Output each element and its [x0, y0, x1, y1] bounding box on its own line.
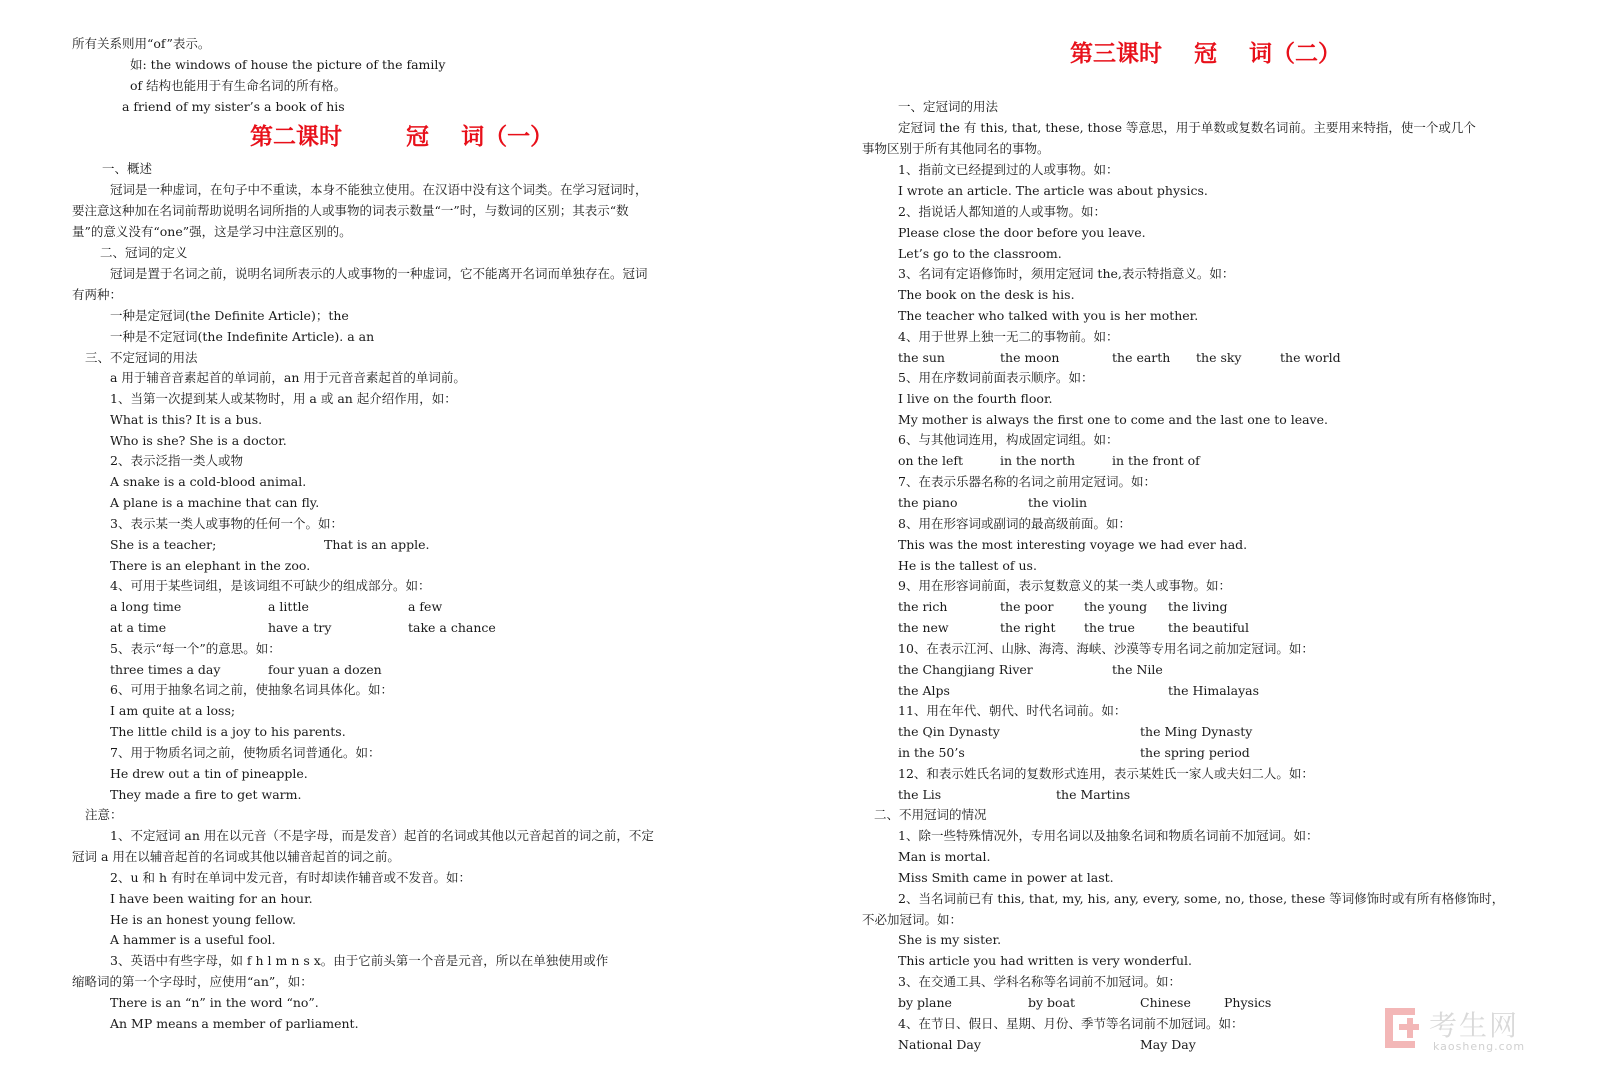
text-line: 1、除一些特殊情况外，专用名词以及抽象名词和物质名词前不加冠词。如： — [898, 828, 1319, 843]
text-line: She is my sister. — [898, 932, 1002, 947]
text-line: 事物区别于所有其他同名的事物。 — [862, 141, 1050, 156]
text-line: That is an apple. — [324, 537, 430, 552]
text-line: 3、在交通工具、学科名称等名词前不加冠词。如： — [898, 974, 1181, 989]
text-line: Miss Smith came in power at last. — [898, 870, 1114, 885]
text-line: a long time — [110, 599, 182, 614]
text-line: in the 50’s — [898, 745, 965, 760]
text-line: the living — [1168, 599, 1228, 614]
text-line: 如: the windows of house the picture of the family — [130, 57, 446, 72]
text-line: the Himalayas — [1168, 683, 1260, 698]
text-line: 4、用于世界上独一无二的事物前。如： — [898, 329, 1119, 344]
text-line: 3、名词有定语修饰时，须用定冠词 the,表示特指意义。如： — [898, 266, 1235, 281]
text-line: take a chance — [408, 620, 496, 635]
text-line: the sky — [1196, 350, 1242, 365]
text-line: 缩略词的第一个字母时，应使用“an”，如： — [72, 974, 313, 989]
text-line: He drew out a tin of pineapple. — [110, 766, 308, 781]
text-line: I wrote an article. The article was about physics. — [898, 183, 1208, 198]
text-line: in the north — [1000, 453, 1076, 468]
text-line: in the front of — [1112, 453, 1200, 468]
text-line: the sun — [898, 350, 945, 365]
text-line: the Lis — [898, 787, 942, 802]
text-line: 一种是不定冠词(the Indefinite Article). a an — [110, 329, 375, 344]
text-line: An MP means a member of parliament. — [110, 1016, 359, 1031]
text-line: 6、可用于抽象名词之前，使抽象名词具体化。如： — [110, 682, 393, 697]
text-line: Please close the door before you leave. — [898, 225, 1146, 240]
text-line: The teacher who talked with you is her mother. — [898, 308, 1199, 323]
text-line: 2、当名词前已有 this, that, my, his, any, every, some, no, those, these 等词修饰时或有所有格修饰时， — [898, 891, 1505, 906]
text-line: 注意： — [85, 807, 123, 822]
text-line: three times a day — [110, 662, 221, 677]
text-line: on the left — [898, 453, 964, 468]
text-line: 10、在表示江河、山脉、海湾、海峡、沙漠等专用名词之前加定冠词。如： — [898, 641, 1314, 656]
text-line: She is a teacher; — [110, 537, 217, 552]
text-line: the rich — [898, 599, 948, 614]
text-line: 6、与其他词连用，构成固定词组。如： — [898, 432, 1119, 447]
text-line: 要注意这种加在名词前帮助说明名词所指的人或事物的词表示数量“一”时，与数词的区别；其表示“数 — [72, 203, 629, 218]
text-line: This article you had written is very wonderful. — [898, 953, 1192, 968]
text-line: A snake is a cold-blood animal. — [110, 474, 307, 489]
text-line: 1、不定冠词 an 用在以元音（不是字母，而是发音）起首的名词或其他以元音起首的词之前，不定 — [110, 828, 654, 843]
text-line: the piano — [898, 495, 958, 510]
watermark-logo-icon — [1385, 1008, 1419, 1048]
text-line: 8、用在形容词或副词的最高级前面。如： — [898, 516, 1131, 531]
text-line: the beautiful — [1168, 620, 1250, 635]
text-line: I have been waiting for an hour. — [110, 891, 313, 906]
text-line: National Day — [898, 1037, 981, 1052]
text-line: 量”的意义没有“one”强，这是学习中注意区别的。 — [72, 224, 352, 239]
text-line: 2、指说话人都知道的人或事物。如： — [898, 204, 1106, 219]
text-line: the Nile — [1112, 662, 1163, 677]
text-line: 5、用在序数词前面表示顺序。如： — [898, 370, 1094, 385]
text-line: the right — [1000, 620, 1056, 635]
text-line: There is an elephant in the zoo. — [110, 558, 311, 573]
text-line: 三、不定冠词的用法 — [85, 350, 198, 365]
text-line: 9、用在形容词前面，表示复数意义的某一类人或事物。如： — [898, 578, 1231, 593]
text-line: a friend of my sister’s a book of his — [122, 99, 345, 114]
text-line: Who is she? She is a doctor. — [110, 433, 287, 448]
text-line: There is an “n” in the word “no”. — [110, 995, 319, 1010]
text-line: the true — [1084, 620, 1135, 635]
text-line: 11、用在年代、朝代、时代名词前。如： — [898, 703, 1127, 718]
text-line: 不必加冠词。如： — [862, 912, 963, 927]
text-line: the spring period — [1140, 745, 1250, 760]
text-line: the earth — [1112, 350, 1171, 365]
text-line: 1、当第一次提到某人或某物时，用 a 或 an 起介绍作用，如： — [110, 391, 457, 406]
text-line: the Changjiang River — [898, 662, 1033, 677]
text-line: This was the most interesting voyage we had ever had. — [898, 537, 1248, 552]
text-line: Physics — [1224, 995, 1272, 1010]
text-line: have a try — [268, 620, 332, 635]
text-line: 冠词 a 用在以辅音起首的名词或其他以辅音起首的词之前。 — [72, 849, 400, 864]
text-line: The book on the desk is his. — [898, 287, 1075, 302]
text-line: 二、冠词的定义 — [100, 245, 188, 260]
text-line: 冠词是置于名词之前，说明名词所表示的人或事物的一种虚词，它不能离开名词而单独存在。冠词 — [110, 266, 648, 281]
text-line: May Day — [1140, 1037, 1196, 1052]
text-line: the poor — [1000, 599, 1054, 614]
text-line: four yuan a dozen — [268, 662, 382, 677]
text-line: 定冠词 the 有 this, that, these, those 等意思，用于单数或复数名词前。主要用来特指，使一个或几个 — [898, 120, 1476, 135]
text-line: Chinese — [1140, 995, 1191, 1010]
right-page — [800, 0, 1600, 1089]
watermark — [1385, 1002, 1585, 1062]
text-line: 一、定冠词的用法 — [898, 99, 999, 114]
text-line: the Alps — [898, 683, 950, 698]
text-line: a 用于辅音音素起首的单词前，an 用于元音音素起首的单词前。 — [110, 370, 466, 385]
text-line: of 结构也能用于有生命名词的所有格。 — [130, 78, 347, 93]
text-line: 一、概述 — [102, 161, 153, 176]
text-line: the Qin Dynasty — [898, 724, 1000, 739]
text-line: the moon — [1000, 350, 1060, 365]
text-line: My mother is always the first one to come and the last one to leave. — [898, 412, 1328, 427]
text-line: the young — [1084, 599, 1148, 614]
text-line: 一种是定冠词(the Definite Article)；the — [110, 308, 349, 323]
text-line: 5、表示“每一个”的意思。如： — [110, 641, 281, 656]
text-line: 冠词是一种虚词，在句子中不重读，本身不能独立使用。在汉语中没有这个词类。在学习冠词时， — [110, 182, 648, 197]
text-line: I am quite at a loss; — [110, 703, 236, 718]
text-line: 所有关系则用“of”表示。 — [72, 36, 211, 51]
text-line: the Ming Dynasty — [1140, 724, 1253, 739]
text-line: the violin — [1028, 495, 1088, 510]
text-line: 3、英语中有些字母，如 f h l m n s x。由于它前头第一个音是元音，所以在单独使用或作 — [110, 953, 609, 968]
text-line: the world — [1280, 350, 1341, 365]
text-line: 4、可用于某些词组，是该词组不可缺少的组成部分。如： — [110, 578, 431, 593]
text-line: by plane — [898, 995, 952, 1010]
text-line: He is the tallest of us. — [898, 558, 1037, 573]
text-line: He is an honest young fellow. — [110, 912, 296, 927]
text-line: 12、和表示姓氏名词的复数形式连用，表示某姓氏一家人或夫妇二人。如： — [898, 766, 1314, 781]
text-line: the new — [898, 620, 949, 635]
text-line: 3、表示某一类人或事物的任何一个。如： — [110, 516, 343, 531]
text-line: Let’s go to the classroom. — [898, 246, 1062, 261]
text-line: Man is mortal. — [898, 849, 991, 864]
text-line: by boat — [1028, 995, 1076, 1010]
lesson-title: 第二课时 冠 词（一） — [250, 123, 554, 150]
text-line: 二、不用冠词的情况 — [874, 807, 987, 822]
text-line: 4、在节日、假日、星期、月份、季节等名词前不加冠词。如： — [898, 1016, 1244, 1031]
text-line: 7、在表示乐器名称的名词之前用定冠词。如： — [898, 474, 1156, 489]
text-line: The little child is a joy to his parents. — [110, 724, 346, 739]
text-line: I live on the fourth floor. — [898, 391, 1053, 406]
text-line: a little — [268, 599, 309, 614]
lesson-title: 第三课时 冠 词（二） — [1070, 40, 1342, 67]
text-line: A plane is a machine that can fly. — [110, 495, 320, 510]
watermark-url: kaosheng.com — [1433, 1040, 1526, 1053]
text-line: 2、表示泛指一类人或物 — [110, 453, 243, 468]
text-line: What is this? It is a bus. — [110, 412, 263, 427]
watermark-text: 考生网 — [1429, 1009, 1520, 1042]
text-line: They made a fire to get warm. — [110, 787, 302, 802]
text-line: 2、u 和 h 有时在单词中发元音，有时却读作辅音或不发音。如： — [110, 870, 471, 885]
text-line: a few — [408, 599, 443, 614]
text-line: A hammer is a useful fool. — [110, 932, 276, 947]
text-line: 有两种： — [72, 287, 123, 302]
text-line: 1、指前文已经提到过的人或事物。如： — [898, 162, 1119, 177]
text-line: at a time — [110, 620, 167, 635]
text-line: 7、用于物质名词之前，使物质名词普通化。如： — [110, 745, 381, 760]
text-line: the Martins — [1056, 787, 1131, 802]
